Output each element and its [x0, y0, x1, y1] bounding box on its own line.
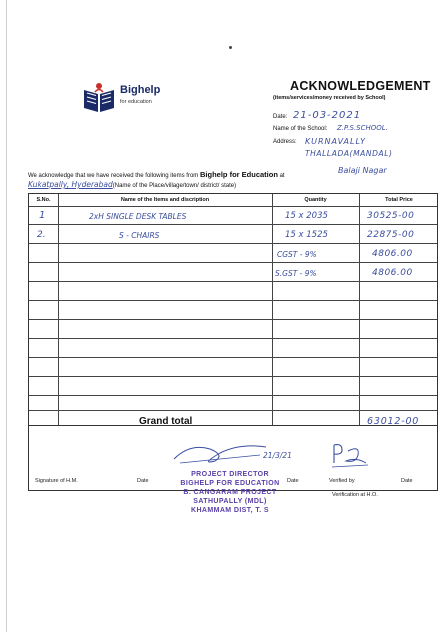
header-sno: S.No.	[36, 197, 51, 203]
row-4-qty: S.GST - 9%	[275, 269, 317, 278]
book-person-icon	[82, 82, 116, 114]
stamp-line-5: KHAMMAM DIST, T. S	[191, 507, 269, 514]
header-item: Name of the Items and discription	[120, 197, 210, 203]
ack-prefix: We acknowledge that we have received the following items from	[28, 173, 199, 179]
ack-sentence-line2	[28, 180, 236, 189]
row-1-sno: 1	[39, 210, 46, 221]
address-label: Address:	[273, 139, 297, 145]
verification-ho-label: Verification at H.O.	[332, 492, 378, 498]
ack-org: Bighelp for Education	[199, 170, 278, 179]
bighelp-logo	[82, 82, 242, 116]
date-value: 21-03-2021	[293, 110, 362, 121]
row-1-price: 30525-00	[367, 211, 415, 221]
row-2-sno: 2.	[37, 230, 46, 240]
row-2-price: 22875-00	[367, 230, 415, 240]
logo-name: Bighelp	[120, 84, 161, 96]
row-divider	[29, 206, 437, 207]
row-divider	[29, 281, 437, 282]
row-divider	[29, 319, 437, 320]
stamp-line-3: B. CANGARAM PROJECT	[183, 489, 277, 496]
date-label: Date:	[273, 114, 288, 120]
row-divider	[29, 338, 437, 339]
verified-date-label: Date	[401, 478, 413, 484]
logo-tagline: for education	[120, 99, 152, 105]
row-divider	[29, 243, 437, 244]
ack-place-2: Kukatpally, Hyderabad	[28, 180, 113, 189]
ack-sentence	[28, 170, 285, 179]
row-divider	[29, 262, 437, 263]
stamp-line-4: SATHUPALLY (MDL)	[193, 498, 267, 505]
ack-place-1: Balaji Nagar	[338, 166, 387, 175]
verified-by-label: Verified by	[329, 478, 355, 484]
ack-at: at	[279, 173, 285, 179]
row-4-price: 4806.00	[372, 268, 413, 278]
document-title: ACKNOWLEDGEMENT	[290, 79, 431, 93]
col-divider	[359, 194, 360, 425]
school-value: Z.P.S.SCHOOL.	[337, 124, 388, 132]
col-divider	[58, 194, 59, 425]
hm-signature-label: Signature of H.M.	[35, 478, 78, 484]
grand-total-value: 63012-00	[367, 416, 420, 427]
row-3-price: 4806.00	[372, 249, 413, 259]
signed-date-label: Date	[287, 478, 299, 484]
director-signature	[170, 441, 270, 465]
col-divider	[272, 194, 273, 425]
row-2-item: S - CHAIRS	[119, 231, 160, 240]
grand-total-label: Grand total	[139, 416, 193, 427]
row-divider	[29, 410, 437, 411]
row-divider	[29, 224, 437, 225]
document-subtitle: (items/services/money received by School)	[273, 95, 386, 101]
stamp-line-2: BIGHELP FOR EDUCATION	[180, 480, 280, 487]
address-line-2: THALLADA(MANDAL)	[305, 149, 393, 158]
scan-edge	[6, 0, 7, 632]
hm-date-label: Date	[137, 478, 149, 484]
ack-place-suffix: (Name of the Place/village/town/ district/ state)	[112, 183, 237, 189]
director-stamp	[160, 470, 300, 515]
header-quantity: Quantity	[304, 197, 327, 203]
row-divider	[29, 357, 437, 358]
header-price: Total Price	[385, 197, 413, 203]
address-line-1: KURNAVALLY	[305, 137, 367, 146]
signed-date-value: 21/3/21	[263, 451, 292, 460]
row-divider	[29, 300, 437, 301]
verifier-signature	[330, 441, 370, 469]
row-divider	[29, 395, 437, 396]
row-2-qty: 15 x 1525	[285, 230, 328, 240]
row-1-item: 2xH SINGLE DESK TABLES	[89, 212, 187, 221]
punch-dot	[229, 46, 232, 49]
items-table	[28, 193, 438, 426]
stamp-line-1: PROJECT DIRECTOR	[191, 471, 269, 478]
school-label: Name of the School:	[273, 126, 328, 132]
row-divider	[29, 376, 437, 377]
row-3-qty: CGST - 9%	[277, 250, 317, 259]
row-1-qty: 15 x 2035	[285, 211, 328, 221]
